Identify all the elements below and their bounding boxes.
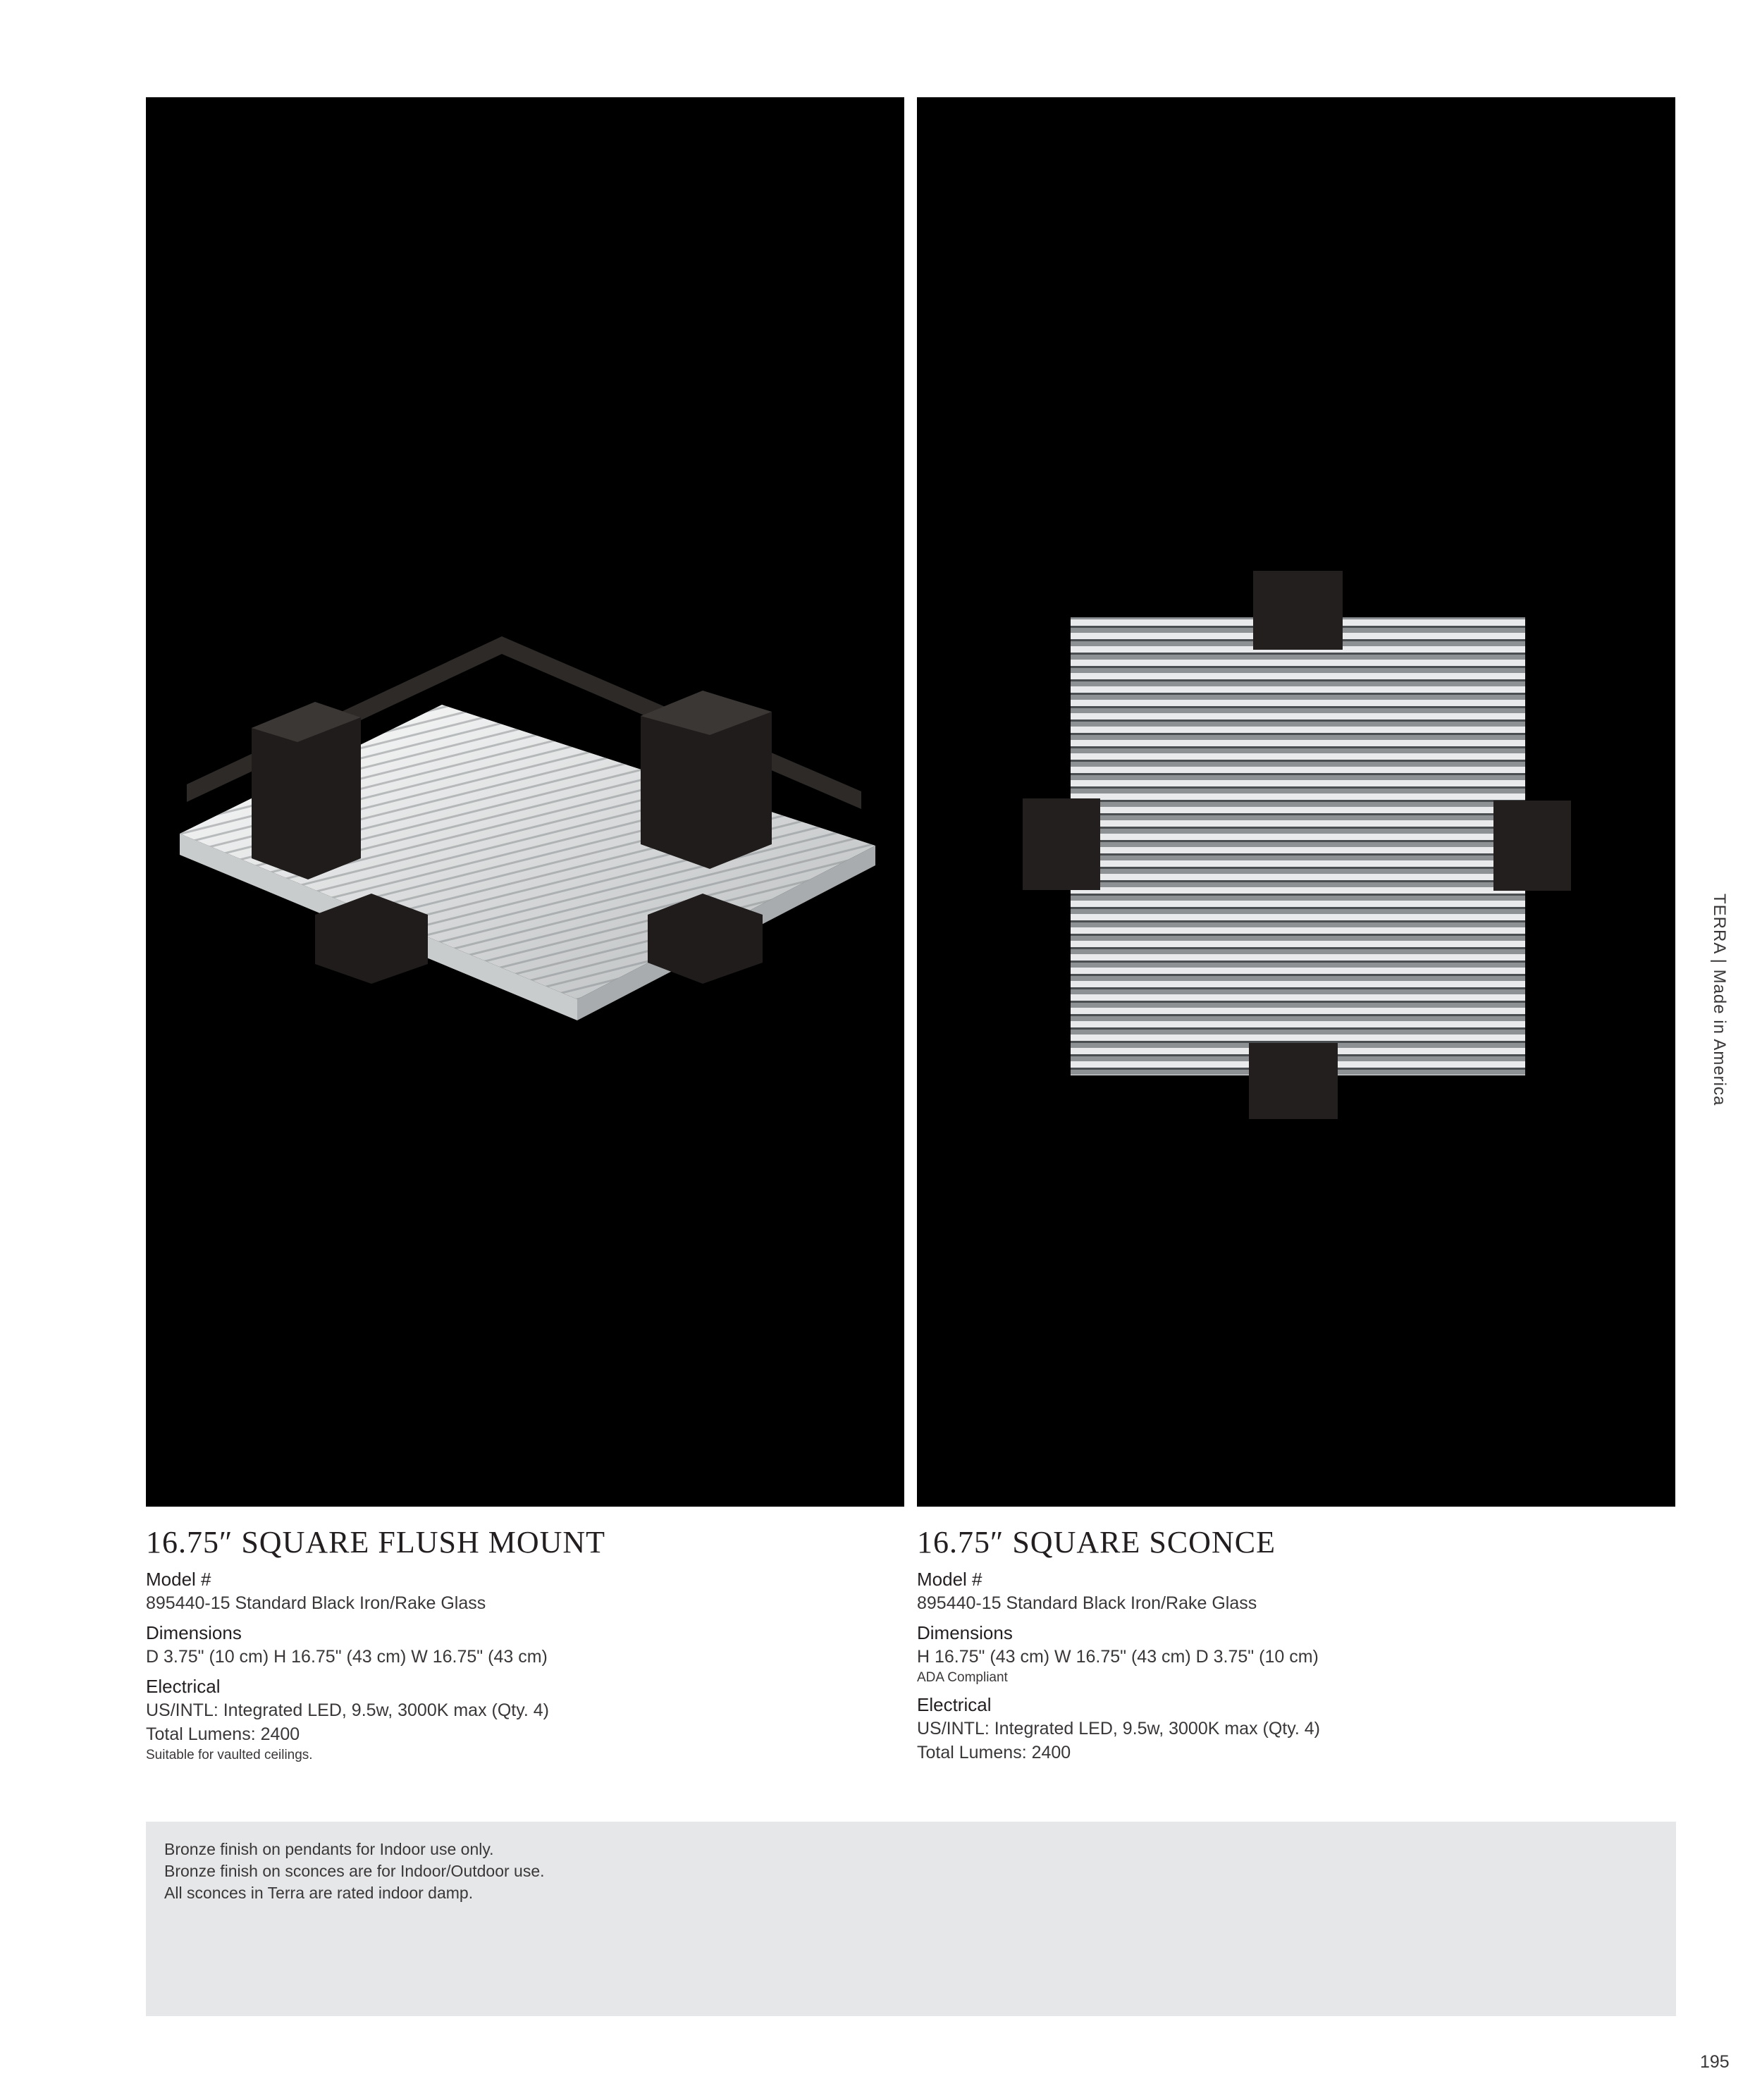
ceiling-note: Suitable for vaulted ceilings.: [146, 1748, 313, 1762]
model-value: 895440-15 Standard Black Iron/Rake Glass: [917, 1593, 1257, 1613]
flush-mount-specs: [146, 1521, 904, 1765]
sconce-specs: [917, 1521, 1675, 1765]
finish-notes-box: [146, 1822, 1676, 2016]
model-value: 895440-15 Standard Black Iron/Rake Glass: [146, 1593, 486, 1613]
lumens-value: Total Lumens: 2400: [917, 1743, 1071, 1762]
sconce-block-bottom: [1249, 1043, 1338, 1119]
flush-mount-illustration: [146, 97, 904, 1507]
finish-note: Bronze finish on pendants for Indoor use only.: [164, 1840, 494, 1858]
electrical-value: US/INTL: Integrated LED, 9.5w, 3000K max (Qty. 4): [146, 1700, 550, 1720]
dimensions-value: D 3.75" (10 cm) H 16.75" (43 cm) W 16.75" (43 cm): [146, 1647, 548, 1667]
sconce-block-right: [1493, 801, 1571, 891]
lumens-value: Total Lumens: 2400: [146, 1724, 300, 1744]
sconce-photo: [917, 97, 1675, 1507]
product-title: 16.75″ SQUARE FLUSH MOUNT: [146, 1525, 606, 1559]
finish-note: All sconces in Terra are rated indoor damp.: [164, 1884, 474, 1902]
collection-side-tab: TERRA | Made in America: [1710, 894, 1729, 1106]
page-number: 195: [1700, 2052, 1730, 2072]
model-label: Model #: [146, 1569, 211, 1590]
ada-note: ADA Compliant: [917, 1670, 1008, 1685]
dimensions-value: H 16.75" (43 cm) W 16.75" (43 cm) D 3.75" (10 cm): [917, 1647, 1319, 1667]
electrical-label: Electrical: [146, 1676, 221, 1697]
product-title: 16.75″ SQUARE SCONCE: [917, 1525, 1276, 1559]
corner-block-right: [641, 691, 772, 869]
model-label: Model #: [917, 1569, 982, 1590]
sconce-block-left: [1023, 798, 1100, 890]
finish-note: Bronze finish on sconces are for Indoor/Outdoor use.: [164, 1862, 545, 1880]
flush-mount-photo: [146, 97, 904, 1507]
electrical-value: US/INTL: Integrated LED, 9.5w, 3000K max (Qty. 4): [917, 1719, 1321, 1738]
sconce-block-top: [1253, 571, 1343, 650]
electrical-label: Electrical: [917, 1694, 992, 1715]
corner-block-left: [252, 702, 361, 879]
dimensions-label: Dimensions: [917, 1622, 1013, 1643]
sconce-illustration: [917, 97, 1675, 1507]
dimensions-label: Dimensions: [146, 1622, 242, 1643]
